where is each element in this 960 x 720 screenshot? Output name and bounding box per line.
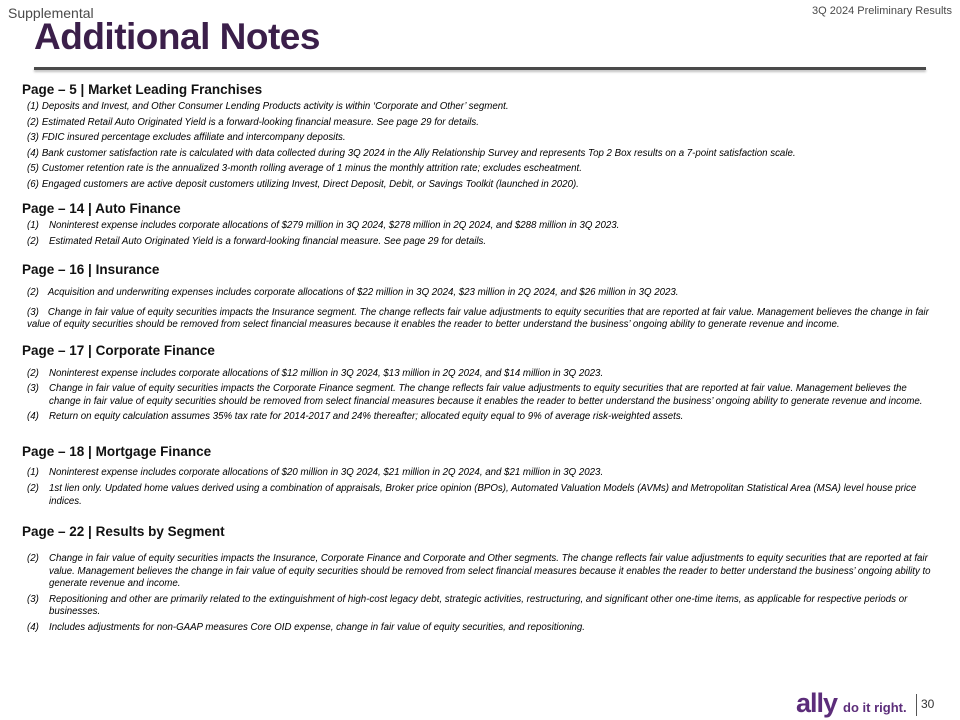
- footnote-text: Change in fair value of equity securities impacts the Insurance, Corporate Finance and Corporate and Other segments. The change reflects fair value adjustments to equity securities that are reported at fair value. Management believes the change in fair value of equity securities should be removed from select financial measures because it enables the reader to better understand the business’ ongoing ability to generate revenue and income.: [49, 553, 931, 589]
- footnote-number: (4): [27, 411, 39, 422]
- footnote-number: (3): [27, 383, 39, 394]
- title-divider: [34, 67, 926, 70]
- notes-content: [22, 82, 932, 637]
- footnote-text: Includes adjustments for non-GAAP measures Core OID expense, change in fair value of equity securities, and repositioning.: [49, 621, 585, 633]
- footnote-number: (4): [27, 147, 39, 159]
- footnote-text: Estimated Retail Auto Originated Yield is a forward-looking financial measure. See page 29 for details.: [41, 116, 479, 128]
- logo-tagline: do it right.: [843, 700, 907, 715]
- footnote: [27, 117, 932, 130]
- section-corporate-finance: [22, 343, 932, 424]
- supplemental-label: Supplemental: [8, 5, 94, 21]
- footnote-text: Deposits and Invest, and Other Consumer Lending Products activity is within ‘Corporate and Other’ segment.: [41, 101, 509, 112]
- footnote: [27, 622, 932, 635]
- section-heading: Page – 18 | Mortgage Finance: [22, 443, 212, 459]
- footnote-number: (6): [27, 178, 39, 190]
- footnote-number: (2): [27, 553, 39, 564]
- page-number: 30: [921, 697, 935, 711]
- footnote-text: Return on equity calculation assumes 35% tax rate for 2014-2017 and 24% thereafter; allocated equity equal to 9% of average risk-weighted assets.: [49, 411, 684, 422]
- footnote-text: Customer retention rate is the annualized 3-month rolling average of 1 minus the monthly attrition rate; excludes escheatment.: [41, 163, 582, 174]
- footnote-number: (5): [27, 163, 39, 174]
- section-market-leading-franchises: [22, 82, 932, 191]
- footnote: [27, 287, 932, 300]
- footnote: [27, 179, 932, 192]
- footnote: [27, 220, 932, 233]
- section-heading: Page – 17 | Corporate Finance: [22, 342, 215, 358]
- footnote-number: (3): [27, 306, 39, 318]
- footnote-text: Noninterest expense includes corporate allocations of $12 million in 3Q 2024, $13 million in 2Q 2024, and $14 million in 3Q 2023.: [49, 367, 604, 379]
- section-heading: Page – 16 | Insurance: [22, 262, 160, 277]
- footnote: [27, 483, 932, 508]
- footnote-number: (2): [27, 235, 39, 247]
- section-auto-finance: [22, 201, 932, 248]
- footnote-text: Estimated Retail Auto Originated Yield is a forward-looking financial measure. See page 29 for details.: [49, 235, 487, 247]
- footnote-number: (3): [27, 593, 39, 605]
- footnote: [27, 553, 932, 591]
- footnote-number: (2): [27, 483, 39, 494]
- section-heading: Page – 22 | Results by Segment: [22, 524, 225, 539]
- footnote: [27, 411, 932, 424]
- section-insurance: [22, 262, 932, 332]
- footnote: [27, 383, 932, 408]
- footnote-text: FDIC insured percentage excludes affiliate and intercompany deposits.: [41, 132, 346, 143]
- logo-wordmark: ally: [796, 688, 838, 718]
- section-mortgage-finance: [22, 444, 932, 509]
- ally-logo: [796, 690, 907, 717]
- footnote-text: Engaged customers are active deposit customers utilizing Invest, Direct Deposit, Debit, or Savings Toolkit (launched in 2020).: [41, 178, 579, 190]
- footnote-text: 1st lien only. Updated home values derived using a combination of appraisals, Broker price opinion (BPOs), Automated Valuation Models (AVMs) and Metropolitan Statistical Area (MSA) level house price indices.: [49, 483, 917, 507]
- footnote-text: Repositioning and other are primarily related to the extinguishment of high-cost legacy debt, strategic activities, restructuring, and significant other one-time items, as applicable for respective periods or businesses.: [49, 593, 908, 617]
- footer-divider: [916, 694, 917, 716]
- footnote-number: (1): [27, 101, 39, 112]
- footnote-text: Change in fair value of equity securities impacts the Insurance segment. The change reflects fair value adjustments to equity securities that are reported at fair value. Management believes the change in fair value of equity securities should be removed from select financial measures because it enables the reader to better understand the business’ ongoing ability to generate revenue and income.: [27, 306, 929, 330]
- footnote-text: Bank customer satisfaction rate is calculated with data collected during 3Q 2024 in the Ally Relationship Survey and represents Top 2 Box results on a 7-point satisfaction scale.: [41, 147, 796, 159]
- footnote: [27, 132, 932, 145]
- footnote-text: Change in fair value of equity securities impacts the Corporate Finance segment. The change reflects fair value adjustments to equity securities that are reported at fair value. Management believes the change in fair value of equity securities should be removed from select financial measures because it enables the reader to better understand the business’ ongoing ability to generate revenue and income.: [49, 383, 923, 407]
- footnote-text: Acquisition and underwriting expenses includes corporate allocations of $22 million in 3Q 2024, $23 million in 2Q 2024, and $26 million in 3Q 2023.: [47, 287, 679, 298]
- footnote-number: (2): [27, 116, 39, 128]
- footnote: [27, 368, 932, 381]
- section-heading: Page – 14 | Auto Finance: [22, 201, 181, 216]
- footnote-number: (1): [27, 220, 39, 231]
- footnote: [27, 163, 932, 176]
- footnote: [27, 467, 932, 480]
- section-results-by-segment: [22, 524, 932, 634]
- footnote-text: Noninterest expense includes corporate allocations of $279 million in 3Q 2024, $278 million in 2Q 2024, and $288 million in 3Q 2023.: [49, 220, 620, 231]
- footnote: [27, 236, 932, 249]
- footnote: [27, 594, 932, 619]
- footnote-number: (1): [27, 466, 39, 478]
- footnote-number: (3): [27, 132, 39, 143]
- footnote: [27, 307, 932, 332]
- footnote-number: (2): [27, 367, 39, 379]
- page-title: Additional Notes: [34, 16, 320, 57]
- footnote-number: (4): [27, 621, 39, 633]
- footnote-text: Noninterest expense includes corporate allocations of $20 million in 3Q 2024, $21 million in 2Q 2024, and $21 million in 3Q 2023.: [49, 466, 604, 478]
- results-label: 3Q 2024 Preliminary Results: [811, 5, 952, 17]
- footnote: [27, 101, 932, 114]
- section-heading: Page – 5 | Market Leading Franchises: [22, 82, 263, 97]
- footnote-number: (2): [27, 287, 39, 298]
- footnote: [27, 148, 932, 161]
